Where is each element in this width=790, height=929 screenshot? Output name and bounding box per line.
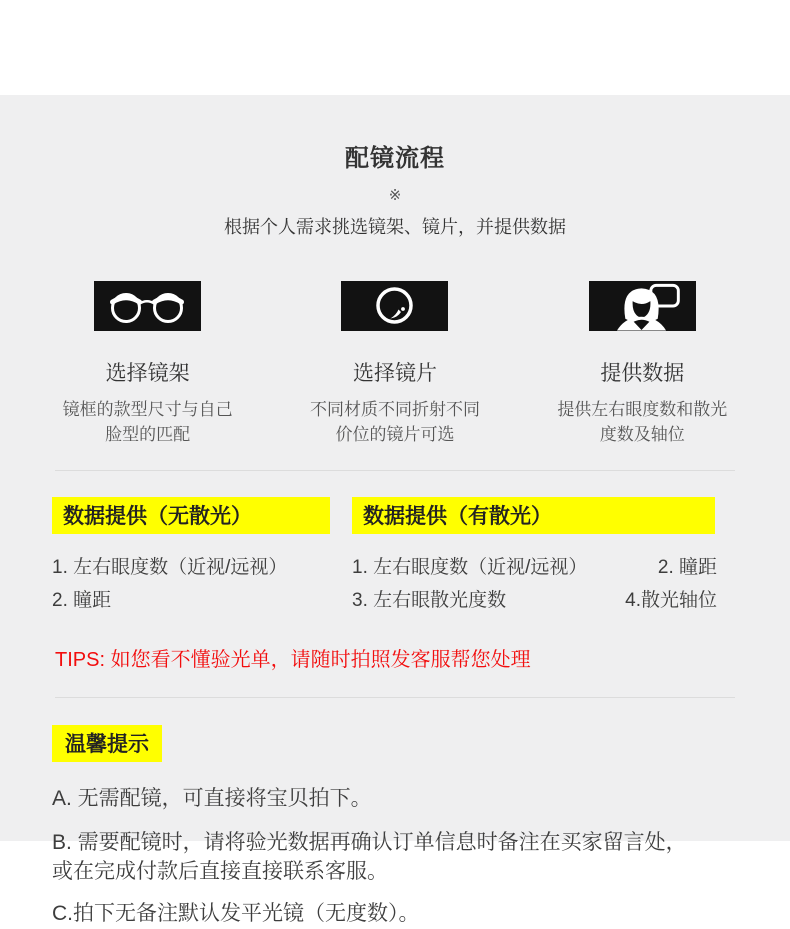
divider (55, 697, 735, 698)
data-row (352, 551, 717, 584)
list-item: 4.散光轴位 (625, 590, 717, 612)
list-item: 1. 左右眼度数（近视/远视） (352, 557, 588, 579)
data-list (52, 551, 352, 617)
customer-service-icon (589, 281, 696, 331)
section-title: 配镜流程 (345, 145, 445, 172)
process-steps-row (0, 281, 790, 447)
glasses-icon (94, 281, 201, 331)
notice-item: A. 无需配镜，可直接将宝贝拍下。 (52, 787, 372, 811)
step-choose-frame (24, 281, 271, 447)
notice-item: C.拍下无备注默认发平光镜（无度数）。 (52, 902, 420, 926)
step-title: 选择镜架 (105, 362, 190, 385)
prescription-data-columns (0, 497, 790, 617)
section-subtitle: 根据个人需求挑选镜架、镜片，并提供数据 (224, 217, 566, 237)
notice-heading: 温馨提示 (52, 725, 162, 762)
notice-item: B. 需要配镜时，请将验光数据再确认订单信息时备注在买家留言处，或在完成付款后直接直接联系客服。 (52, 831, 687, 884)
reference-mark: ※ (388, 187, 402, 204)
tips-text: TIPS: 如您看不懂验光单，请随时拍照发客服帮您处理 (55, 649, 531, 672)
data-no-astigmatism (52, 497, 352, 617)
data-row (352, 584, 717, 617)
step-description: 提供左右眼度数和散光度数及轴位 (557, 400, 728, 444)
step-title: 选择镜片 (352, 362, 437, 385)
glasses-process-section (0, 95, 790, 926)
divider (55, 470, 735, 471)
top-whitespace (0, 0, 790, 95)
step-choose-lens (271, 281, 518, 447)
lens-icon (341, 281, 448, 331)
data-heading-with-astigmatism: 数据提供（有散光） (352, 497, 715, 534)
data-with-astigmatism (352, 497, 738, 617)
warm-notice-section (0, 725, 790, 929)
list-item: 1. 左右眼度数（近视/远视） (52, 557, 288, 579)
list-item: 3. 左右眼散光度数 (352, 590, 507, 612)
list-item: 2. 瞳距 (52, 590, 112, 612)
step-description: 不同材质不同折射不同价位的镜片可选 (309, 400, 480, 444)
step-description: 镜框的款型尺寸与自己脸型的匹配 (62, 400, 233, 444)
data-heading-no-astigmatism: 数据提供（无散光） (52, 497, 330, 534)
step-provide-data (519, 281, 766, 447)
step-title: 提供数据 (600, 362, 685, 385)
list-item: 2. 瞳距 (657, 557, 717, 579)
